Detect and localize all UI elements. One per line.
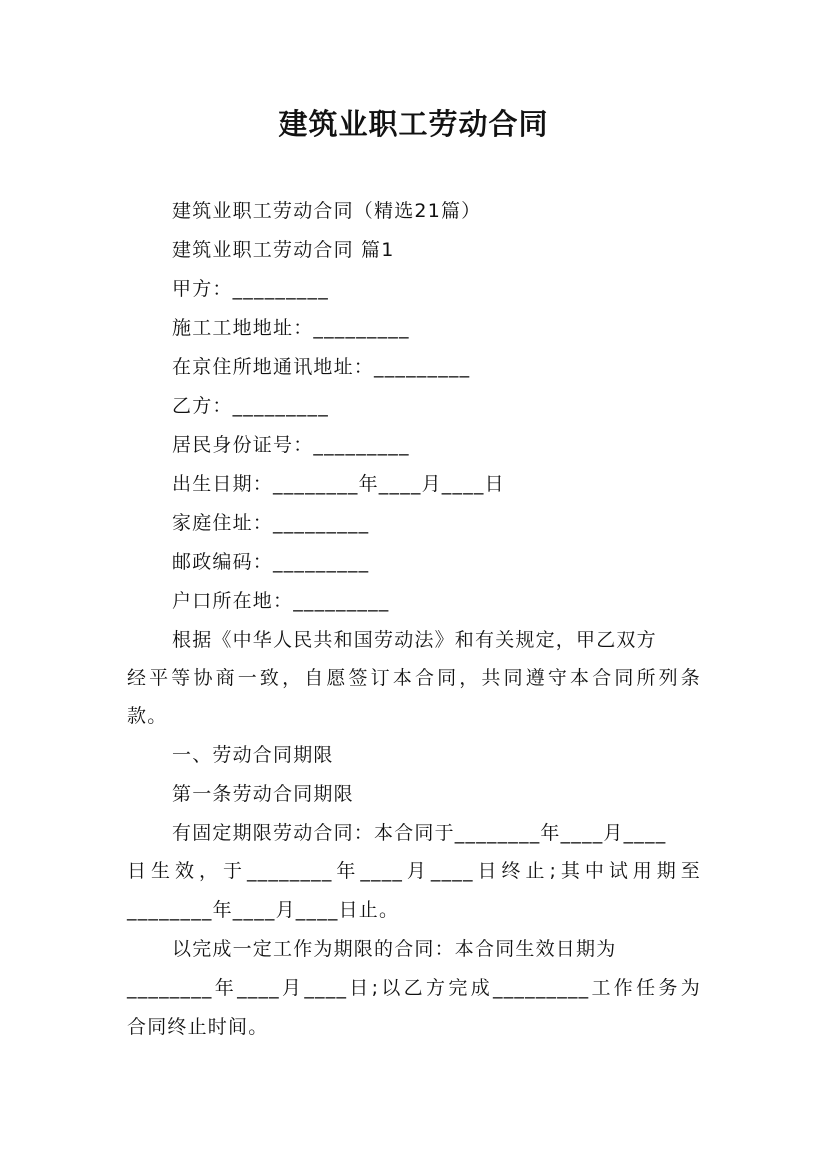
party-b-line: 乙方：_________ bbox=[172, 395, 329, 417]
paragraph-line: 以完成一定工作为期限的合同：本合同生效日期为 bbox=[172, 938, 617, 960]
id-number-line: 居民身份证号：_________ bbox=[172, 434, 410, 456]
paragraph-line: ________年____月____日止。 bbox=[127, 899, 400, 921]
chapter-heading: 建筑业职工劳动合同 篇1 bbox=[172, 239, 395, 261]
paragraph-line: 有固定期限劳动合同：本合同于________年____月____ bbox=[172, 822, 667, 844]
paragraph-line: ________年____月____日;以乙方完成_________工作任务为 bbox=[127, 977, 701, 999]
postal-code-line: 邮政编码：_________ bbox=[172, 551, 370, 573]
subtitle-line: 建筑业职工劳动合同（精选21篇） bbox=[172, 200, 482, 222]
paragraph-line: 根据《中华人民共和国劳动法》和有关规定，甲乙双方 bbox=[172, 629, 657, 651]
paragraph-line: 经平等协商一致，自愿签订本合同，共同遵守本合同所列条 bbox=[127, 667, 701, 689]
party-a-line: 甲方：_________ bbox=[172, 278, 329, 300]
document-title: 建筑业职工劳动合同 bbox=[278, 107, 549, 141]
site-address-line: 施工工地地址：_________ bbox=[172, 317, 410, 339]
home-address-line: 家庭住址：_________ bbox=[172, 512, 370, 534]
section-heading: 一、劳动合同期限 bbox=[172, 744, 334, 766]
beijing-address-line: 在京住所地通讯地址：_________ bbox=[172, 356, 471, 378]
paragraph-line: 日生效，于________年____月____日终止;其中试用期至 bbox=[127, 860, 701, 882]
paragraph-line: 合同终止时间。 bbox=[127, 1016, 269, 1038]
paragraph-line: 款。 bbox=[127, 705, 168, 727]
article-heading: 第一条劳动合同期限 bbox=[172, 783, 354, 805]
registered-residence-line: 户口所在地：_________ bbox=[172, 590, 390, 612]
birth-date-line: 出生日期：________年____月____日 bbox=[172, 473, 505, 495]
